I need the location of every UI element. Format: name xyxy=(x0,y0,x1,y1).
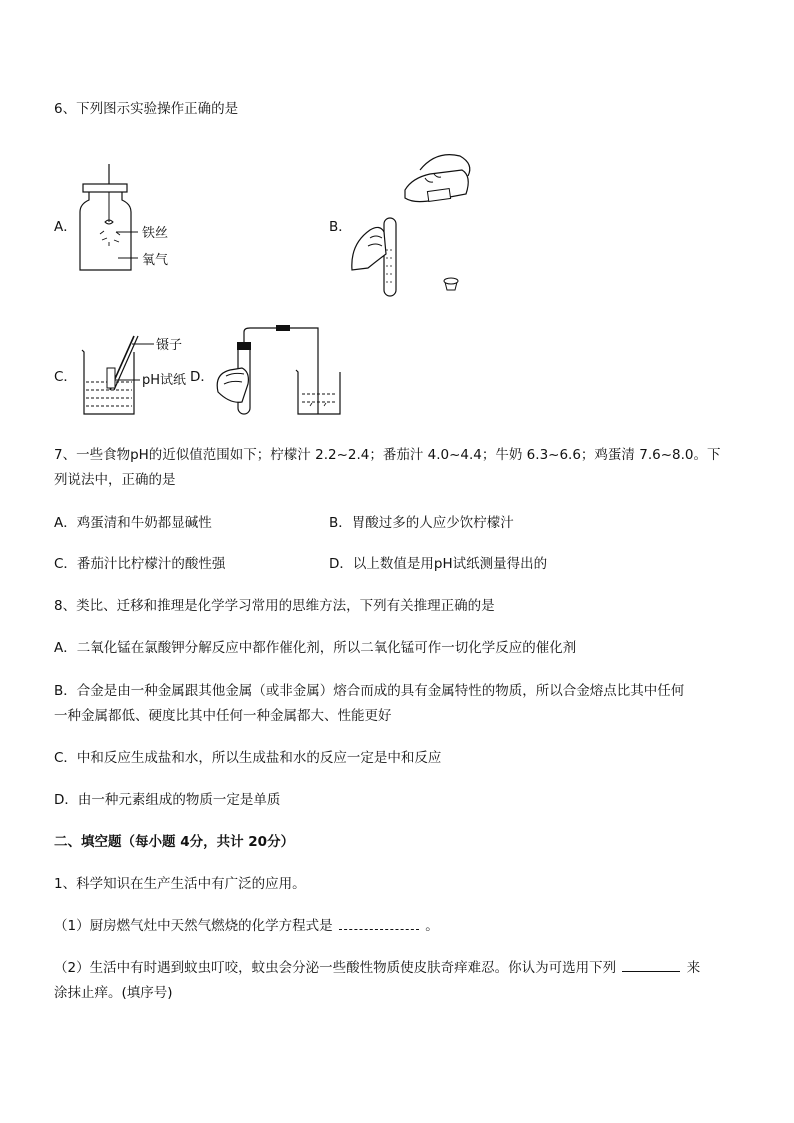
fill-q1-part1-end: 。 xyxy=(425,918,439,934)
airtightness-check-figure xyxy=(212,322,352,422)
fill-q1-part1-text: （1）厨房燃气灶中天然气燃烧的化学方程式是 xyxy=(54,918,333,934)
q8-option-b-line2: 一种金属都低、硬度比其中任何一种金属都大、性能更好 xyxy=(54,708,392,724)
ph-paper-beaker-figure xyxy=(80,332,200,418)
q6-option-c-label: C． xyxy=(54,369,77,385)
q7-option-b: B．胃酸过多的人应少饮柠檬汁 xyxy=(329,515,514,531)
q8-option-a: A．二氧化锰在氯酸钾分解反应中都作催化剂，所以二氧化锰可作一切化学反应的催化剂 xyxy=(54,640,577,656)
q7-option-a: A．鸡蛋清和牛奶都显碱性 xyxy=(54,515,212,531)
fill-q1-part1 xyxy=(54,917,439,935)
q7-option-d: D．以上数值是用pH试纸测量得出的 xyxy=(329,556,548,572)
section-heading: 二、填空题（每小题 4分，共计 20分） xyxy=(54,834,295,850)
q6-option-b-label: B． xyxy=(329,219,352,235)
q8-option-d: D．由一种元素组成的物质一定是单质 xyxy=(54,792,281,808)
tweezers-label: 镊子 xyxy=(156,338,183,353)
oxygen-bottle-figure xyxy=(76,160,186,280)
pouring-liquid-figure xyxy=(350,150,480,300)
q7-stem-line2: 列说法中，正确的是 xyxy=(54,472,176,488)
fill-q1-part2-line2: 涂抹止痒。(填序号) xyxy=(54,985,173,1001)
q7-option-c: C．番茄汁比柠檬汁的酸性强 xyxy=(54,556,226,572)
q6-stem: 6、下列图示实验操作正确的是 xyxy=(54,101,239,117)
q6-option-a-label: A． xyxy=(54,219,77,235)
answer-blank-1[interactable] xyxy=(339,917,419,930)
fill-q1-part2-end: 来 xyxy=(686,960,701,976)
ph-paper-label: pH试纸 xyxy=(142,373,187,388)
answer-blank-2[interactable] xyxy=(622,959,680,972)
q8-stem: 8、类比、迁移和推理是化学学习常用的思维方法，下列有关推理正确的是 xyxy=(54,598,495,614)
iron-wire-label: 铁丝 xyxy=(142,226,169,241)
oxygen-label: 氧气 xyxy=(142,253,169,268)
q8-option-b-line1: B．合金是由一种金属跟其他金属（或非金属）熔合而成的具有金属特性的物质，所以合金熔点比其中任何 xyxy=(54,683,685,699)
q8-option-c: C．中和反应生成盐和水，所以生成盐和水的反应一定是中和反应 xyxy=(54,750,442,766)
q6-option-d-label: D． xyxy=(190,369,214,385)
fill-q1-part2 xyxy=(54,959,700,977)
q7-stem-line1: 7、一些食物pH的近似值范围如下；柠檬汁 2.2~2.4；番茄汁 4.0~4.4；牛奶 6.3~6.6；鸡蛋清 7.6~8.0。下 xyxy=(54,447,721,463)
fill-q1-stem: 1、科学知识在生产生活中有广泛的应用。 xyxy=(54,876,306,892)
fill-q1-part2-text: （2）生活中有时遇到蚊虫叮咬，蚊虫会分泌一些酸性物质使皮肤奇痒难忍。你认为可选用下列 xyxy=(54,960,617,976)
